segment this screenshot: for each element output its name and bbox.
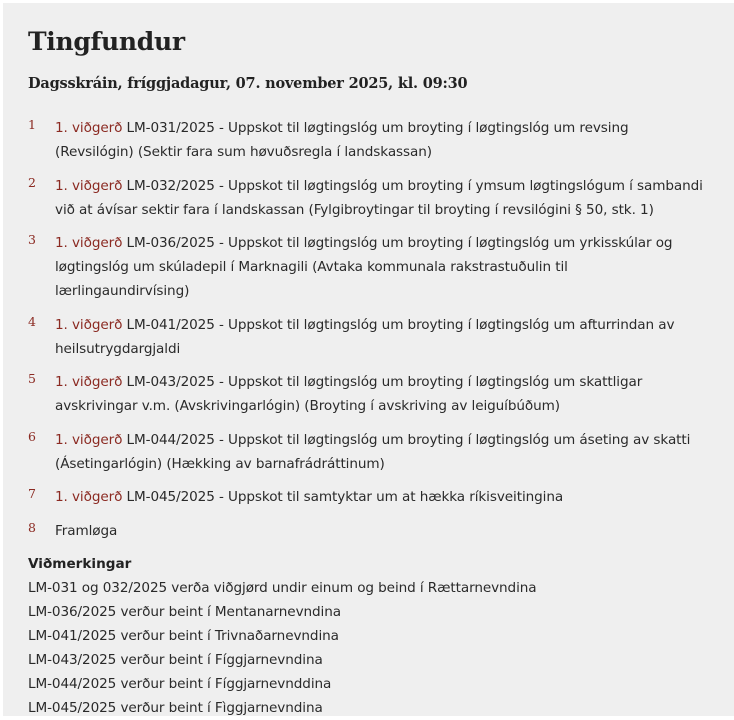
remark-item: LM-043/2025 verður beint í Fíggjarnevndina	[28, 652, 323, 668]
agenda-date-heading: Dagsskráin, fríggjadagur, 07. november 2025, kl. 09:30	[28, 75, 468, 92]
agenda-item-text: LM-031/2025 - Uppskot til løgtingslóg um broyting í løgtingslóg um revsing (Revsilógin) (Sektir fara sum høvuðsregla í landskassan)	[55, 120, 629, 160]
agenda-item	[28, 231, 706, 303]
remark-item: LM-036/2025 verður beint í Mentanarnevndina	[28, 604, 341, 620]
agenda-item	[28, 174, 706, 222]
remark-item: LM-045/2025 verður beint í Fìggjarnevndina	[28, 700, 323, 716]
reading-link[interactable]: 1. viðgerð	[55, 177, 123, 194]
agenda-list	[28, 116, 706, 543]
remark-item: LM-044/2025 verður beint í Fíggjarnevnddina	[28, 676, 332, 692]
agenda-item-number: 3	[28, 232, 36, 247]
agenda-item-text: LM-043/2025 - Uppskot til løgtingslóg um broyting í løgtingslóg um skattligar avskrivingar v.m. (Avskrivingarlógin) (Broyting í avskriving av leiguíbúðum)	[55, 374, 643, 414]
agenda-item-text: LM-036/2025 - Uppskot til løgtingslóg um broyting í løgtingslóg um yrkisskúlar og løgtingslóg um skúladepil í Marknagili (Avtaka kommunala rakstrastuðulin til lærlingaundirvísing)	[55, 235, 673, 299]
agenda-item-number: 5	[28, 371, 36, 386]
reading-link[interactable]: 1. viðgerð	[55, 316, 123, 333]
reading-link[interactable]: 1. viðgerð	[55, 235, 123, 251]
reading-link[interactable]: 1. viðgerð	[55, 120, 123, 136]
reading-link[interactable]: 1. viðgerð	[55, 489, 123, 505]
agenda-item	[28, 116, 706, 164]
agenda-item-number: 7	[28, 486, 36, 501]
agenda-item-text: LM-045/2025 - Uppskot til samtyktar um at hækka ríkisveitingina	[122, 489, 564, 505]
page-title: Tingfundur	[28, 27, 185, 56]
agenda-item-number: 6	[28, 428, 36, 444]
reading-link[interactable]: 1. viðgerð	[55, 374, 123, 390]
agenda-panel	[3, 3, 734, 716]
agenda-item-number: 1	[28, 117, 36, 132]
agenda-item-number: 2	[28, 174, 36, 190]
agenda-item-text: Framløga	[55, 522, 118, 539]
remark-item: LM-031 og 032/2025 verða viðgjørd undir einum og beind í Rættarnevndina	[28, 580, 537, 596]
agenda-item	[28, 313, 706, 361]
agenda-item-text: LM-032/2025 - Uppskot til løgtingslóg um broyting í ymsum løgtingslógum í sambandi við at ávísar sektir fara í landskassan (Fylgibroytingar til broyting í revsilógini § 50, stk. 1)	[55, 177, 703, 218]
remarks-list	[28, 576, 706, 720]
agenda-item-number: 4	[28, 313, 36, 329]
agenda-item	[28, 370, 706, 418]
remark-item: LM-041/2025 verður beint í Trivnaðarnevndina	[28, 628, 339, 644]
agenda-item-number: 8	[28, 519, 36, 535]
agenda-item	[28, 428, 706, 476]
agenda-item	[28, 485, 706, 509]
reading-link[interactable]: 1. viðgerð	[55, 431, 123, 448]
remarks-heading: Viðmerkingar	[28, 556, 132, 572]
agenda-item-text: LM-044/2025 - Uppskot til løgtingslóg um broyting í løgtingslóg um áseting av skatti (Ásetingarlógin) (Hækking av barnafrádráttinum)	[55, 431, 691, 472]
agenda-item	[28, 519, 706, 543]
agenda-item-text: LM-041/2025 - Uppskot til løgtingslóg um broyting í løgtingslóg um afturrindan av heilsutrygdargjaldi	[55, 316, 675, 357]
